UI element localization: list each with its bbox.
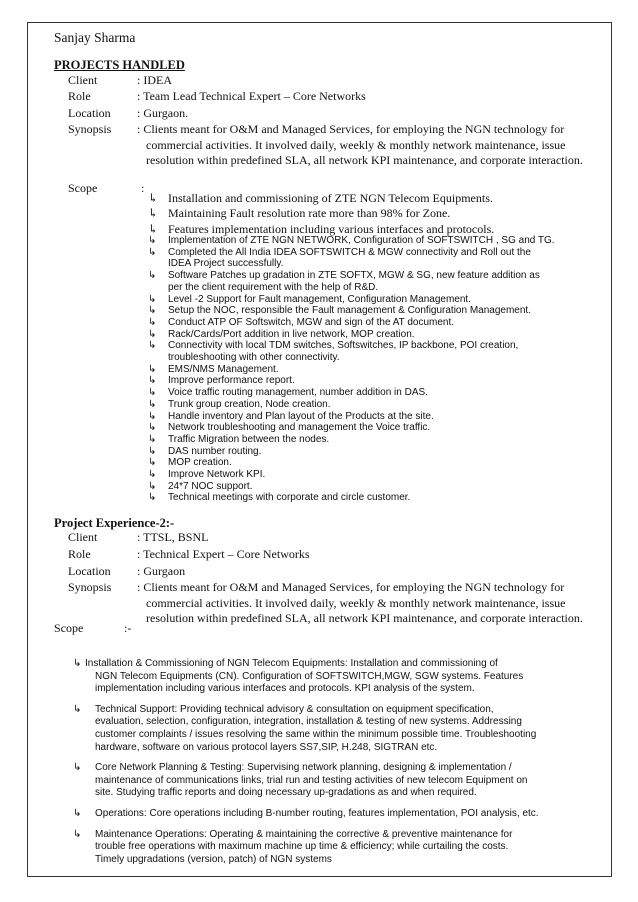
arrow-bullet-icon: ↳ — [148, 480, 157, 492]
scope-item — [148, 191, 493, 206]
p2-synopsis-label: Synopsis — [68, 580, 112, 594]
scope-item — [148, 457, 232, 468]
synopsis-line: : Clients meant for O&M and Managed Services, for employing the NGN technology for — [137, 122, 565, 136]
p2-scope-item — [73, 761, 512, 774]
synopsis-text — [137, 122, 583, 169]
p2-role-value: : Technical Expert – Core Networks — [137, 547, 310, 561]
scope-item-text: Installation and commissioning of ZTE NGN Telecom Equipments. — [168, 191, 493, 205]
scope-item-text: MOP creation. — [168, 457, 232, 469]
location-value: : Gurgaon. — [137, 106, 189, 120]
arrow-bullet-icon: ↳ — [148, 492, 157, 504]
arrow-bullet-icon: ↳ — [148, 305, 157, 317]
scope-item — [148, 305, 531, 316]
scope-item-text: Level -2 Support for Fault management, Configuration Management. — [168, 293, 471, 305]
scope-colon: : — [141, 181, 145, 195]
arrow-bullet-icon: ↳ — [148, 235, 157, 246]
p2-scope-item — [73, 807, 539, 820]
arrow-bullet-icon: ↳ — [148, 410, 157, 422]
arrow-bullet-icon: ↳ — [148, 191, 159, 205]
synopsis-line: resolution within predefined SLA, all network KPI maintenance, and corporate interaction. — [146, 611, 583, 625]
scope-item — [148, 422, 430, 433]
arrow-bullet-icon: ↳ — [148, 270, 157, 282]
p2-scope-item-continuation: Timely upgradations (version, patch) of NGN systems — [95, 853, 332, 865]
arrow-bullet-icon: ↳ — [148, 221, 159, 236]
scope-item-text: Implementation of ZTE NGN NETWORK, Configuration of SOFTSWITCH , SG and TG. — [168, 235, 555, 246]
p2-client-label: Client — [68, 530, 98, 544]
p2-location-value: : Gurgaon — [137, 564, 186, 578]
p2-location-label: Location — [68, 564, 111, 578]
scope-item-text: Traffic Migration between the nodes. — [168, 433, 330, 445]
scope-item — [148, 247, 531, 258]
scope-item — [148, 235, 555, 246]
scope-item-text: DAS number routing. — [168, 445, 262, 457]
scope-item — [148, 340, 518, 351]
scope-item — [148, 317, 454, 328]
scope-item — [148, 294, 471, 305]
scope-item-text: Voice traffic routing management, number addition in DAS. — [168, 387, 428, 399]
arrow-bullet-icon: ↳ — [148, 469, 157, 480]
arrow-bullet-icon: ↳ — [148, 422, 157, 434]
p2-scope-item-continuation: site. Studying traffic reports and doing necessary up-gradations as and when required. — [95, 787, 477, 799]
role-value: : Team Lead Technical Expert – Core Networks — [137, 89, 366, 103]
scope-item-text: EMS/NMS Management. — [168, 363, 279, 375]
scope-item — [148, 446, 261, 457]
arrow-bullet-icon: ↳ — [148, 398, 157, 410]
candidate-name: Sanjay Sharma — [54, 30, 136, 45]
p2-scope-item-continuation: hardware, software on various protocol layers SS7,SIP, H.248, SIGTRAN etc. — [95, 741, 438, 753]
arrow-bullet-icon: ↳ — [148, 375, 157, 387]
scope-item-text: Connectivity with local TDM switches, Softswitches, IP backbone, POI creation, — [168, 340, 519, 352]
synopsis-label: Synopsis — [68, 122, 112, 136]
p2-scope-item — [73, 657, 498, 670]
p2-scope-label: Scope — [54, 621, 84, 635]
scope-item-text: Maintaining Fault resolution rate more than 98% for Zone. — [168, 206, 451, 221]
scope-item — [148, 411, 434, 422]
p2-scope-item-continuation: NGN Telecom Equipments (CN). Configuration of SOFTSWITCH,MGW, SGW systems. Features — [95, 670, 524, 682]
scope-item — [148, 364, 279, 375]
arrow-bullet-icon: ↳ — [73, 828, 82, 840]
p2-client-value: : TTSL, BSNL — [137, 530, 209, 544]
p2-synopsis-text — [137, 580, 583, 627]
arrow-bullet-icon: ↳ — [148, 433, 157, 445]
client-value: : IDEA — [137, 73, 172, 87]
scope-item — [148, 206, 450, 221]
p2-scope-item-continuation: customer complaints / issues resolving the same within the minimum possible time. Troubleshooting — [95, 729, 537, 740]
p2-scope-item-continuation: evaluation, selection, configuration, integration, installation & testing of new systems. Addressing — [95, 716, 522, 728]
projects-handled-title: PROJECTS HANDLED — [54, 58, 185, 72]
scope-item — [148, 434, 329, 445]
arrow-bullet-icon: ↳ — [148, 445, 157, 457]
scope-item-text: Improve Network KPI. — [168, 469, 266, 480]
scope-item — [148, 375, 295, 386]
scope-item-text: Features implementation including various interfaces and protocols. — [168, 221, 495, 236]
location-label: Location — [68, 106, 111, 120]
scope-item-text: Network troubleshooting and management the Voice traffic. — [168, 422, 431, 434]
synopsis-line: commercial activities. It involved daily, weekly & monthly network maintenance, issue — [146, 595, 566, 610]
arrow-bullet-icon: ↳ — [148, 387, 157, 399]
client-label: Client — [68, 73, 98, 87]
scope-item-text: Improve performance report. — [168, 375, 295, 387]
arrow-bullet-icon: ↳ — [148, 328, 157, 340]
scope-item-text: Completed the All India IDEA SOFTSWITCH & MGW connectivity and Roll out the — [168, 246, 531, 258]
p2-scope-item-text: Technical Support: Providing technical advisory & consultation on equipment specification, — [95, 703, 494, 715]
p2-scope-item-continuation: maintenance of communications links, trial run and testing activities of new telecom Equipment on — [95, 774, 528, 786]
scope-item-text: Conduct ATP OF Softswitch, MGW and sign of the AT document. — [168, 316, 455, 328]
p2-scope-item-text: Installation & Commissioning of NGN Telecom Equipments: Installation and commissioning of — [85, 658, 498, 669]
p2-scope-item-text: Maintenance Operations: Operating & maintaining the corrective & preventive maintenance for — [95, 828, 513, 840]
p2-scope-item-text: Core Network Planning & Testing: Supervising network planning, designing & implementation / — [95, 762, 512, 774]
scope-label: Scope — [68, 181, 98, 195]
scope-item-text: Trunk group creation, Node creation. — [168, 398, 331, 410]
p2-scope-item-continuation: trouble free operations with maximum machine up time & efficiency; while curtailing the costs. — [95, 841, 509, 853]
scope-item-continuation: troubleshooting with other connectivity. — [168, 352, 340, 363]
scope-item-text: Handle inventory and Plan layout of the Products at the site. — [168, 410, 434, 422]
p2-role-label: Role — [68, 547, 91, 561]
p2-scope-item — [73, 703, 494, 716]
arrow-bullet-icon: ↳ — [148, 206, 159, 221]
synopsis-line: resolution within predefined SLA, all network KPI maintenance, and corporate interaction. — [146, 153, 583, 167]
scope-item — [148, 387, 428, 398]
arrow-bullet-icon: ↳ — [73, 762, 82, 774]
arrow-bullet-icon: ↳ — [148, 293, 157, 305]
scope-item — [148, 481, 253, 492]
scope-item-continuation: per the client requirement with the help of R&D. — [168, 281, 379, 293]
scope-item-text: Technical meetings with corporate and circle customer. — [168, 492, 411, 504]
arrow-bullet-icon: ↳ — [73, 658, 82, 669]
p2-scope-item-text: Operations: Core operations including B-number routing, features implementation, POI analysis, etc. — [95, 808, 539, 819]
arrow-bullet-icon: ↳ — [148, 316, 157, 328]
arrow-bullet-icon: ↳ — [73, 808, 82, 819]
arrow-bullet-icon: ↳ — [148, 340, 157, 352]
scope-item-text: Setup the NOC, responsible the Fault management & Configuration Management. — [168, 305, 531, 317]
scope-item — [148, 329, 415, 340]
synopsis-line: commercial activities. It involved daily, weekly & monthly network maintenance, issue — [146, 137, 566, 152]
arrow-bullet-icon: ↳ — [148, 363, 157, 375]
p2-scope-item-continuation: implementation including various interfaces and protocols. KPI analysis of the system. — [95, 683, 475, 695]
scope-item-continuation: IDEA Project successfully. — [168, 258, 284, 270]
arrow-bullet-icon: ↳ — [148, 246, 157, 258]
role-label: Role — [68, 89, 91, 103]
scope-item — [148, 270, 540, 281]
scope-item — [148, 469, 265, 480]
p2-scope-item — [73, 828, 512, 841]
p2-scope-colon: :- — [124, 621, 132, 635]
arrow-bullet-icon: ↳ — [73, 703, 82, 715]
scope-item-text: Software Patches up gradation in ZTE SOFTX, MGW & SG, new feature addition as — [168, 270, 540, 282]
scope-item-text: Rack/Cards/Port addition in live network, MOP creation. — [168, 328, 415, 340]
scope-item — [148, 399, 331, 410]
project-2-title: Project Experience-2:- — [54, 516, 175, 530]
synopsis-line: : Clients meant for O&M and Managed Services, for employing the NGN technology for — [137, 580, 565, 594]
scope-item — [148, 492, 410, 503]
arrow-bullet-icon: ↳ — [148, 457, 157, 469]
scope-item-text: 24*7 NOC support. — [168, 480, 253, 492]
